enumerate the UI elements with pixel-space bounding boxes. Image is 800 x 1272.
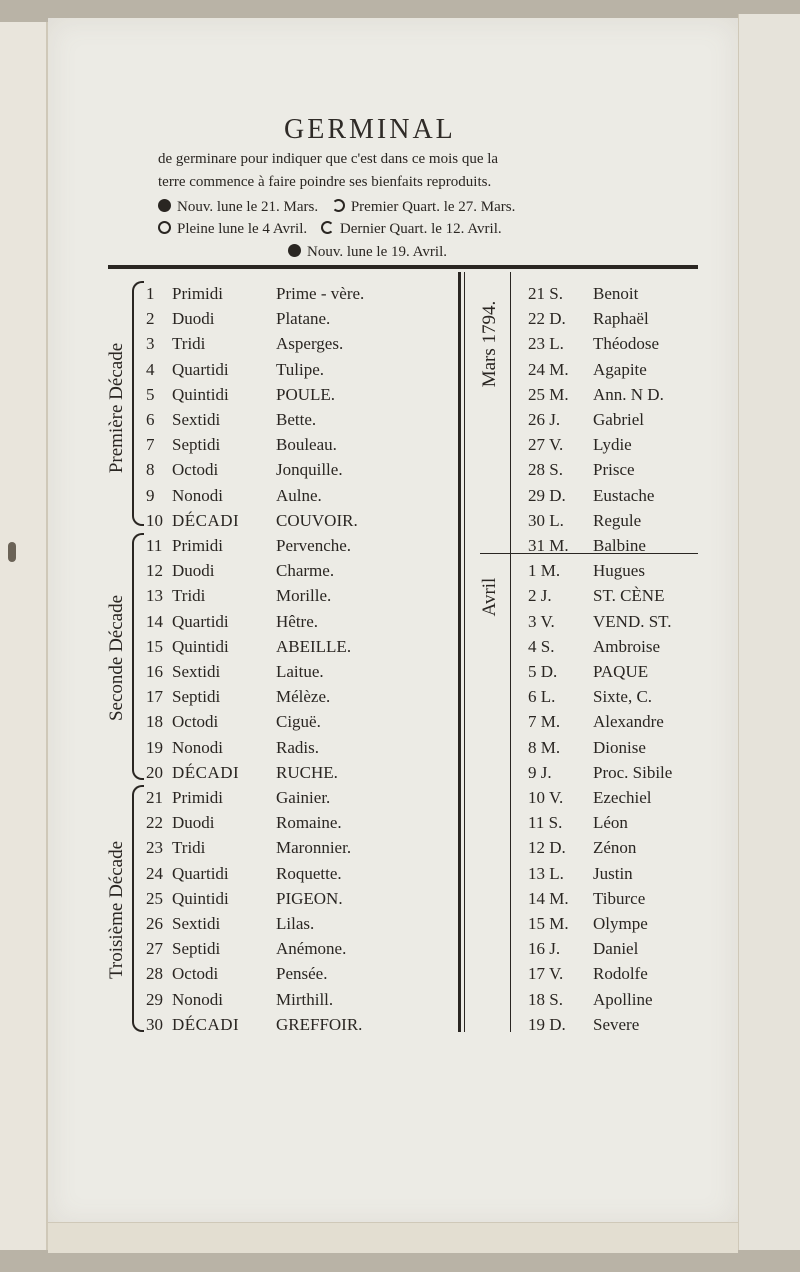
day-plant: Prime - vère. xyxy=(276,284,365,303)
last-quarter-icon xyxy=(321,221,334,234)
table-row xyxy=(146,508,706,533)
table-row xyxy=(146,432,706,457)
full-moon-text: Pleine lune le 4 Avril. xyxy=(177,221,308,237)
table-row xyxy=(146,558,706,583)
table-row xyxy=(146,306,706,331)
day-plant: Radis. xyxy=(276,737,319,757)
gregorian-date: 19 D. xyxy=(528,1014,566,1034)
table-row xyxy=(146,1012,706,1037)
gregorian-date: 25 M. xyxy=(528,384,569,404)
saint-name: Agapite xyxy=(593,359,647,379)
adjacent-left-page xyxy=(0,22,48,1250)
decade-2-label: Seconde Décade xyxy=(106,594,127,722)
day-name: Sextidi xyxy=(172,410,221,429)
day-plant: Laitue. xyxy=(276,662,324,681)
day-name: Quintidi xyxy=(172,384,229,404)
day-name: Duodi xyxy=(172,309,215,329)
saint-name: Ezechiel xyxy=(593,788,652,807)
saint-name: Raphaël xyxy=(593,309,649,329)
saint-name: Dionise xyxy=(593,737,646,757)
gregorian-date: 16 J. xyxy=(528,939,561,959)
gregorian-date: 31 M. xyxy=(528,536,569,555)
day-name: Tridi xyxy=(172,838,206,858)
gregorian-date: 14 M. xyxy=(528,888,569,908)
gregorian-date: 21 S. xyxy=(528,284,563,303)
saint-name: Proc. Sibile xyxy=(593,762,673,782)
saint-name: Alexandre xyxy=(593,712,664,732)
day-name: Primidi xyxy=(172,788,224,807)
table-row xyxy=(146,709,706,734)
moon-phase-line-3 xyxy=(288,244,447,261)
saint-name: Severe xyxy=(593,1014,640,1034)
day-number: 19 xyxy=(146,737,163,757)
table-row xyxy=(146,961,706,986)
day-number: 27 xyxy=(146,939,163,959)
day-plant: Asperges. xyxy=(276,334,344,354)
saint-name: VEND. ST. xyxy=(593,611,672,631)
gregorian-date: 2 J. xyxy=(528,586,552,606)
day-name: Duodi xyxy=(172,813,215,833)
table-row xyxy=(146,835,706,860)
day-plant: Roquette. xyxy=(276,863,342,883)
day-number: 17 xyxy=(146,687,163,707)
day-plant: COUVOIR. xyxy=(276,510,358,530)
table-row xyxy=(146,861,706,886)
gregorian-date: 27 V. xyxy=(528,435,564,455)
table-row xyxy=(146,382,706,407)
april-label: Avril xyxy=(479,577,500,617)
gregorian-date: 5 D. xyxy=(528,662,558,681)
day-plant: Maronnier. xyxy=(276,838,352,858)
day-number: 6 xyxy=(146,410,155,429)
gregorian-date: 1 M. xyxy=(528,561,561,581)
saint-name: Gabriel xyxy=(593,410,644,429)
day-name: DÉCADI xyxy=(172,510,240,530)
day-name: Quintidi xyxy=(172,888,229,908)
day-number: 10 xyxy=(146,510,163,530)
gregorian-date: 11 S. xyxy=(528,813,563,833)
page-mark xyxy=(8,542,16,562)
day-number: 30 xyxy=(146,1014,163,1034)
day-plant: Jonquille. xyxy=(276,460,343,480)
day-name: Quartidi xyxy=(172,611,229,631)
day-name: Septidi xyxy=(172,687,221,707)
decade-2-brace xyxy=(132,533,144,780)
day-plant: Bette. xyxy=(276,410,317,429)
day-plant: Tulipe. xyxy=(276,359,325,379)
saint-name: Hugues xyxy=(593,561,645,581)
gregorian-date: 15 M. xyxy=(528,914,569,933)
gregorian-date: 8 M. xyxy=(528,737,561,757)
saint-name: Léon xyxy=(593,813,628,833)
table-row xyxy=(146,533,706,558)
decade-1-brace xyxy=(132,281,144,526)
day-number: 14 xyxy=(146,611,163,631)
day-name: Octodi xyxy=(172,964,219,984)
day-name: Octodi xyxy=(172,712,219,732)
decade-1-label: Première Décade xyxy=(106,342,127,474)
new-moon-text-2: Nouv. lune le 19. Avril. xyxy=(307,244,447,260)
saint-name: Olympe xyxy=(593,914,648,933)
day-number: 11 xyxy=(146,536,163,555)
last-quarter-text: Dernier Quart. le 12. Avril. xyxy=(339,221,502,237)
saint-name: Sixte, C. xyxy=(593,687,653,707)
gregorian-date: 12 D. xyxy=(528,838,566,858)
gregorian-date: 24 M. xyxy=(528,359,569,379)
saint-name: Lydie xyxy=(593,435,632,455)
day-number: 28 xyxy=(146,964,163,984)
day-number: 9 xyxy=(146,485,155,505)
day-plant: POULE. xyxy=(276,384,336,404)
saint-name: Balbine xyxy=(593,536,646,555)
day-number: 22 xyxy=(146,813,163,833)
day-name: Nonodi xyxy=(172,485,223,505)
table-row xyxy=(146,609,706,634)
gregorian-date: 17 V. xyxy=(528,964,564,984)
day-number: 26 xyxy=(146,914,163,933)
saint-name: PAQUE xyxy=(593,662,649,681)
day-plant: Hêtre. xyxy=(276,611,319,631)
day-plant: Charme. xyxy=(276,561,335,581)
decade-3-brace xyxy=(132,785,144,1032)
day-name: Nonodi xyxy=(172,737,223,757)
description-line-1: de germinare pour indiquer que c'est dans ce mois que la xyxy=(158,151,499,167)
saint-name: Daniel xyxy=(593,939,639,959)
day-number: 1 xyxy=(146,284,155,303)
table-row xyxy=(146,457,706,482)
day-name: Quintidi xyxy=(172,636,229,656)
first-quarter-icon xyxy=(332,199,345,212)
moon-phase-line-1 xyxy=(158,199,515,216)
day-number: 12 xyxy=(146,561,163,581)
day-name: Septidi xyxy=(172,435,221,455)
saint-name: Tiburce xyxy=(593,888,646,908)
day-name: Duodi xyxy=(172,561,215,581)
day-name: Tridi xyxy=(172,334,206,354)
day-plant: Bouleau. xyxy=(276,435,337,455)
day-number: 4 xyxy=(146,359,155,379)
page-title: GERMINAL xyxy=(284,114,456,145)
new-moon-icon xyxy=(288,244,301,257)
day-plant: ABEILLE. xyxy=(276,636,352,656)
table-row xyxy=(146,483,706,508)
table-row xyxy=(146,659,706,684)
day-name: DÉCADI xyxy=(172,762,240,782)
day-plant: Mirthill. xyxy=(276,989,334,1009)
day-name: Octodi xyxy=(172,460,219,480)
day-name: Nonodi xyxy=(172,989,223,1009)
table-row xyxy=(146,684,706,709)
saint-name: Eustache xyxy=(593,485,655,505)
gregorian-date: 7 M. xyxy=(528,712,561,732)
table-row xyxy=(146,886,706,911)
day-number: 8 xyxy=(146,460,155,480)
march-label: Mars 1794. xyxy=(479,300,500,388)
day-number: 23 xyxy=(146,838,163,858)
gregorian-date: 9 J. xyxy=(528,762,552,782)
day-number: 24 xyxy=(146,863,163,883)
gregorian-date: 30 L. xyxy=(528,510,564,530)
adjacent-right-page xyxy=(738,14,800,1250)
table-row xyxy=(146,281,706,306)
decade-3-label: Troisième Décade xyxy=(106,840,127,980)
moon-phase-line-2 xyxy=(158,221,502,238)
day-plant: Gainier. xyxy=(276,788,331,807)
saint-name: Zénon xyxy=(593,838,637,858)
day-name: Primidi xyxy=(172,284,224,303)
new-moon-icon xyxy=(158,199,171,212)
new-moon-text: Nouv. lune le 21. Mars. xyxy=(177,199,319,215)
day-plant: Morille. xyxy=(276,586,332,606)
table-row xyxy=(146,987,706,1012)
day-number: 13 xyxy=(146,586,163,606)
description-line-2: terre commence à faire poindre ses bienfaits reproduits. xyxy=(158,174,492,190)
gregorian-date: 10 V. xyxy=(528,788,564,807)
day-plant: Anémone. xyxy=(276,939,347,959)
day-number: 5 xyxy=(146,384,155,404)
day-number: 20 xyxy=(146,762,163,782)
day-plant: PIGEON. xyxy=(276,888,343,908)
day-plant: Platane. xyxy=(276,309,331,329)
day-number: 21 xyxy=(146,788,163,807)
gregorian-date: 28 S. xyxy=(528,460,563,480)
table-row xyxy=(146,357,706,382)
table-row xyxy=(146,634,706,659)
day-number: 16 xyxy=(146,662,163,681)
day-name: Sextidi xyxy=(172,914,221,933)
day-plant: Pensée. xyxy=(276,964,328,984)
day-plant: Lilas. xyxy=(276,914,315,933)
day-name: Sextidi xyxy=(172,662,221,681)
day-name: Tridi xyxy=(172,586,206,606)
day-plant: GREFFOIR. xyxy=(276,1014,363,1034)
saint-name: Apolline xyxy=(593,989,653,1009)
day-number: 25 xyxy=(146,888,163,908)
saint-name: Ambroise xyxy=(593,636,661,656)
table-row xyxy=(146,936,706,961)
gregorian-date: 26 J. xyxy=(528,410,561,429)
first-quarter-text: Premier Quart. le 27. Mars. xyxy=(350,199,516,215)
gregorian-date: 4 S. xyxy=(528,636,555,656)
saint-name: Justin xyxy=(593,863,633,883)
table-row xyxy=(146,810,706,835)
table-row xyxy=(146,331,706,356)
day-name: Primidi xyxy=(172,536,224,555)
day-name: Quartidi xyxy=(172,863,229,883)
day-number: 3 xyxy=(146,334,155,354)
saint-name: ST. CÈNE xyxy=(593,586,665,606)
table-row xyxy=(146,760,706,785)
day-number: 2 xyxy=(146,309,155,329)
gregorian-date: 18 S. xyxy=(528,989,563,1009)
day-number: 15 xyxy=(146,636,163,656)
saint-name: Ann. N D. xyxy=(593,384,664,404)
table-row xyxy=(146,735,706,760)
table-row xyxy=(146,407,706,432)
gregorian-date: 13 L. xyxy=(528,863,564,883)
day-plant: Pervenche. xyxy=(276,536,352,555)
day-number: 29 xyxy=(146,989,163,1009)
day-plant: Romaine. xyxy=(276,813,342,833)
saint-name: Théodose xyxy=(593,334,660,354)
gregorian-date: 6 L. xyxy=(528,687,556,707)
table-row xyxy=(146,583,706,608)
day-name: Septidi xyxy=(172,939,221,959)
day-plant: Ciguë. xyxy=(276,712,321,732)
gregorian-date: 23 L. xyxy=(528,334,564,354)
gregorian-date: 22 D. xyxy=(528,309,566,329)
day-name: Quartidi xyxy=(172,359,229,379)
day-number: 18 xyxy=(146,712,163,732)
table-row xyxy=(146,911,706,936)
full-moon-icon xyxy=(158,221,171,234)
saint-name: Rodolfe xyxy=(593,964,648,984)
gregorian-date: 3 V. xyxy=(528,611,555,631)
saint-name: Prisce xyxy=(593,460,635,480)
day-plant: Aulne. xyxy=(276,485,322,505)
table-row xyxy=(146,785,706,810)
day-plant: RUCHE. xyxy=(276,762,338,782)
gregorian-date: 29 D. xyxy=(528,485,566,505)
day-plant: Mélèze. xyxy=(276,687,331,707)
saint-name: Regule xyxy=(593,510,642,530)
page-bottom-edge xyxy=(48,1222,738,1253)
top-rule xyxy=(108,265,698,269)
saint-name: Benoit xyxy=(593,284,639,303)
day-name: DÉCADI xyxy=(172,1014,240,1034)
day-number: 7 xyxy=(146,435,155,455)
